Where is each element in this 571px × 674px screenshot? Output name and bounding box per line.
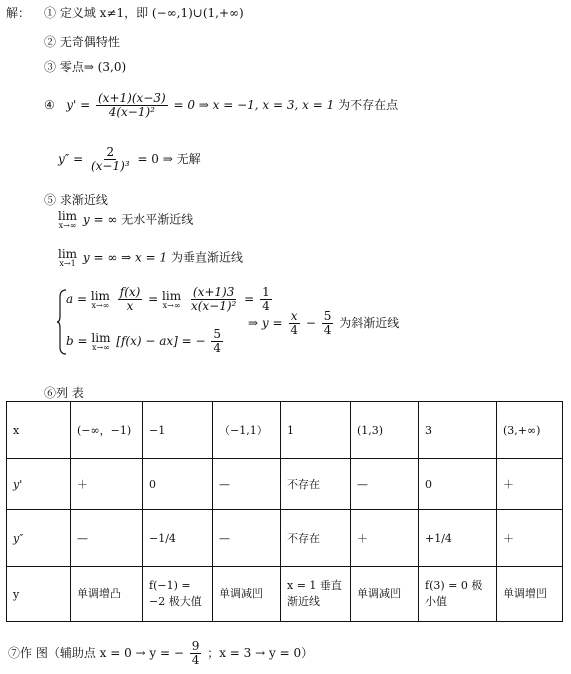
limit-word: lim [91,330,111,345]
fraction-numerator: 2 [106,145,115,159]
fraction-numerator: 5 [323,309,332,323]
variation-table [6,401,563,622]
table-cell: 不存在 [281,510,351,567]
table-cell: 1 [281,402,351,459]
table-cell: 单调增凹 [497,567,563,622]
table-row-first-derivative [7,459,563,510]
table-cell: — [213,510,281,567]
result-lhs: ⇒ y = [248,316,283,331]
table-cell: (1,3) [351,402,419,459]
table-cell: y″ [7,510,71,567]
derivative-note: 为不存在点 [338,98,399,113]
step-table-title: ⑥列 表 [44,386,84,400]
step-second-derivative [58,146,201,173]
limit-operator [58,210,77,230]
fraction-denominator: 4(x−1)² [108,105,155,120]
derivative-rhs: = 0 ⇒ x = −1, x = 3, x = 1 [173,98,335,113]
table-cell: ＋ [497,510,563,567]
limit-note: 为垂直渐近线 [170,250,243,265]
table-cell: −1/4 [143,510,213,567]
table-cell: 0 [143,459,213,510]
table-cell: — [213,459,281,510]
table-cell: 不存在 [281,459,351,510]
limit-subscript: x→∞ [91,342,110,352]
intercept-expression: [f(x) − ax] = − [116,334,206,349]
result-fraction-2 [322,310,334,337]
fraction-denominator: (x−1)³ [90,159,130,174]
step-mark: ④ [44,98,55,113]
table-cell: (3,+∞) [497,402,563,459]
table-cell: ＋ [497,459,563,510]
table-row-second-derivative [7,510,563,567]
intercept-equation [66,328,225,355]
table-cell: y [7,567,71,622]
graph-tail: ；x = 3 → y = 0） [207,646,314,661]
limit-word: lim [90,288,110,303]
limit-subscript: x→∞ [58,221,77,230]
step-parity: ② 无奇偶特性 [44,35,120,49]
table-cell: (−∞，−1) [71,402,143,459]
minus-sign: − [305,316,316,331]
second-derivative-fraction [89,146,132,173]
fraction-numerator: 1 [262,285,270,299]
table-cell: ＋ [351,510,419,567]
fraction-numerator: 9 [191,639,200,653]
limit-note: 无水平渐近线 [121,212,194,227]
step-graph [8,640,313,667]
table-cell: （−1,1） [213,402,281,459]
fraction-denominator: 4 [323,323,332,338]
table-row-y [7,567,563,622]
table-cell: 0 [419,459,497,510]
step-derivative [44,92,398,119]
result-note: 为斜渐近线 [339,316,400,331]
limit-word: lim [58,247,78,261]
fraction-denominator: 4 [191,653,200,668]
table-cell: — [351,459,419,510]
table-cell: ＋ [71,459,143,510]
slope-equation [66,286,274,313]
fraction-denominator: 4 [213,341,222,356]
equals-sign: = [244,292,255,307]
intercept-lhs: b = [66,334,88,349]
second-derivative-lhs: y″ = [58,152,84,167]
limit-operator [91,332,110,352]
table-cell: x [7,402,71,459]
limit-word: lim [162,288,182,303]
limit-subscript: x→∞ [91,300,110,310]
table-cell: 单调增凸 [71,567,143,622]
table-cell: +1/4 [419,510,497,567]
limit-word: lim [58,209,78,223]
derivative-fraction [96,92,168,119]
second-derivative-note: 无解 [176,152,201,167]
limit-subscript: x→∞ [162,300,181,310]
step-domain: ① 定义域 x≠1，即 (−∞,1)∪(1,+∞) [44,6,244,20]
limit-expression: y = ∞ ⇒ x = 1 [82,250,168,265]
table-cell: x = 1 垂直渐近线 [281,567,351,622]
limit-operator [58,248,77,268]
fraction-denominator: x [126,299,134,314]
table-cell: f(−1) = −2 极大值 [143,567,213,622]
result-fraction-1 [288,310,300,337]
slope-lhs: a = [66,292,88,307]
equals-sign: = [148,292,159,307]
limit-operator [91,290,110,310]
solution-label: 解： [6,6,31,20]
table-cell: f(3) = 0 极小值 [419,567,497,622]
fraction-numerator: f(x) [119,285,141,299]
table-cell: — [71,510,143,567]
slope-limit-fraction [189,286,238,313]
derivative-lhs: y' = [66,98,91,113]
fraction-numerator: (x+1)(x−3) [98,91,166,105]
second-derivative-rhs: = 0 ⇒ [137,152,173,167]
graph-text: ⑦作 图（辅助点 x = 0 → y = − [8,646,184,661]
slope-fraction [118,286,143,313]
limit-subscript: x→1 [59,259,76,268]
table-cell: 3 [419,402,497,459]
oblique-asymptote-result [248,310,399,337]
fraction-numerator: x [290,309,298,323]
limit-operator [162,290,181,310]
table-cell: 单调减凹 [213,567,281,622]
intercept-value-fraction [211,328,223,355]
graph-fraction [190,640,202,667]
table-row-x [7,402,563,459]
fraction-denominator: x(x−1)² [190,299,237,314]
fraction-numerator: 5 [213,327,222,341]
horizontal-asymptote-line [58,210,193,230]
step-zero: ③ 零点⇒ (3,0) [44,60,127,74]
fraction-numerator: (x+1)3 [192,285,235,299]
table-cell: −1 [143,402,213,459]
table-cell: y' [7,459,71,510]
table-cell: 单调减凹 [351,567,419,622]
fraction-denominator: 4 [262,299,270,314]
vertical-asymptote-line [58,248,243,268]
step-asymptotes: ⑤ 求渐近线 [44,193,108,207]
limit-expression: y = ∞ [82,212,118,227]
fraction-denominator: 4 [290,323,298,338]
